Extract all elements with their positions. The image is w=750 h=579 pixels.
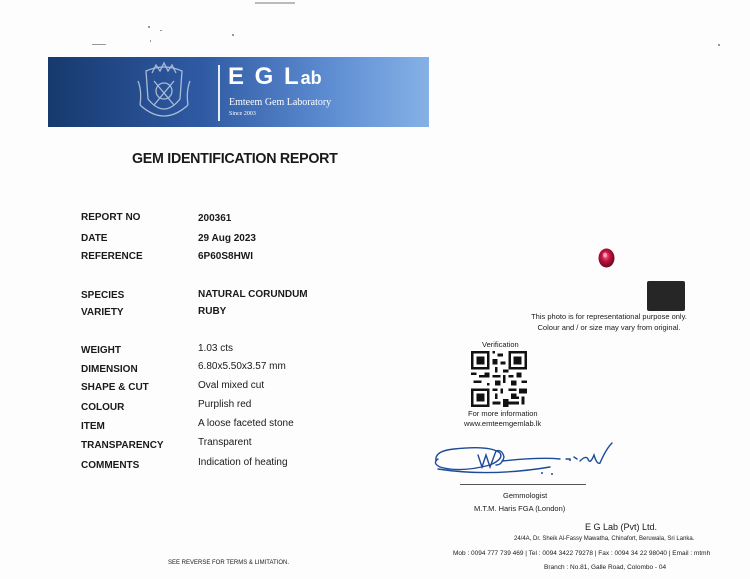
brand-subtitle: Emteem Gem Laboratory <box>229 97 332 108</box>
field-value-colour: Purplish red <box>198 399 252 410</box>
verification-label: Verification <box>482 340 519 349</box>
gemmologist-name: M.T.M. Haris FGA (London) <box>474 504 566 513</box>
brand-name-main: E G L <box>228 63 301 90</box>
speckle <box>232 34 234 36</box>
brand-since: Since 2003 <box>229 111 256 117</box>
field-value-variety: RUBY <box>198 306 227 317</box>
photo-note-line2: Colour and / or size may vary from original. <box>537 323 681 332</box>
speckle <box>160 30 162 31</box>
speckle <box>255 2 295 4</box>
company-address: 24/4A, Dr. Sheik Al-Fassy Mawatha, Chinafort, Beruwala, Sri Lanka. <box>514 536 695 542</box>
field-value-species: NATURAL CORUNDUM <box>198 289 308 300</box>
field-label-weight: WEIGHT <box>81 345 121 356</box>
reverse-terms-note: SEE REVERSE FOR TERMS & LIMITATION. <box>168 560 290 566</box>
company-contact: Mob : 0094 777 739 469 | Tel : 0094 3422 79278 | Fax : 0094 34 22 98040 | Email : mtmh <box>453 550 711 557</box>
field-value-comments: Indication of heating <box>198 457 288 468</box>
speckle <box>718 44 720 46</box>
photo-note-line1: This photo is for representational purpose only. <box>531 312 687 321</box>
field-label-variety: VARIETY <box>81 307 124 318</box>
ruby-gem-photo-icon <box>598 248 615 268</box>
field-label-date: DATE <box>81 233 108 244</box>
field-value-dimension: 6.80x5.50x3.57 mm <box>198 361 286 372</box>
brand-divider <box>218 65 220 121</box>
brand-name <box>228 63 322 91</box>
speckle <box>92 44 106 45</box>
field-value-weight: 1.03 cts <box>198 343 234 354</box>
photo-note <box>530 311 688 333</box>
signature-line <box>460 484 586 485</box>
field-label-colour: COLOUR <box>81 402 125 413</box>
header-banner <box>48 57 429 127</box>
crest-emblem-icon <box>134 61 194 123</box>
field-label-comments: COMMENTS <box>81 460 140 471</box>
verification-more-info: For more information <box>468 409 538 418</box>
field-label-dimension: DIMENSION <box>81 364 138 375</box>
verification-url[interactable]: www.emteemgemlab.lk <box>464 419 542 428</box>
signature-icon <box>430 437 616 481</box>
field-label-item: ITEM <box>81 421 105 432</box>
speckle <box>150 40 151 42</box>
field-value-report-no: 200361 <box>198 213 232 224</box>
field-value-reference: 6P60S8HWI <box>198 251 254 262</box>
brand-name-suffix: ab <box>300 68 322 88</box>
gemmologist-title: Gemmologist <box>503 491 548 500</box>
field-value-shape-cut: Oval mixed cut <box>198 380 265 391</box>
field-label-reference: REFERENCE <box>81 251 143 262</box>
field-value-transparency: Transparent <box>198 437 252 448</box>
field-value-item: A loose faceted stone <box>198 418 294 429</box>
field-value-date: 29 Aug 2023 <box>198 233 256 244</box>
report-title: GEM IDENTIFICATION REPORT <box>132 150 338 167</box>
scale-block <box>647 281 685 311</box>
company-branch: Branch : No.81, Galle Road, Colombo - 04 <box>544 564 667 571</box>
field-label-species: SPECIES <box>81 290 125 301</box>
qr-code-icon[interactable] <box>471 351 527 407</box>
field-label-shape-cut: SHAPE & CUT <box>81 382 149 393</box>
field-label-report-no: REPORT NO <box>81 212 141 223</box>
speckle <box>148 26 150 28</box>
field-label-transparency: TRANSPARENCY <box>81 440 164 451</box>
company-name: E G Lab (Pvt) Ltd. <box>585 522 658 532</box>
